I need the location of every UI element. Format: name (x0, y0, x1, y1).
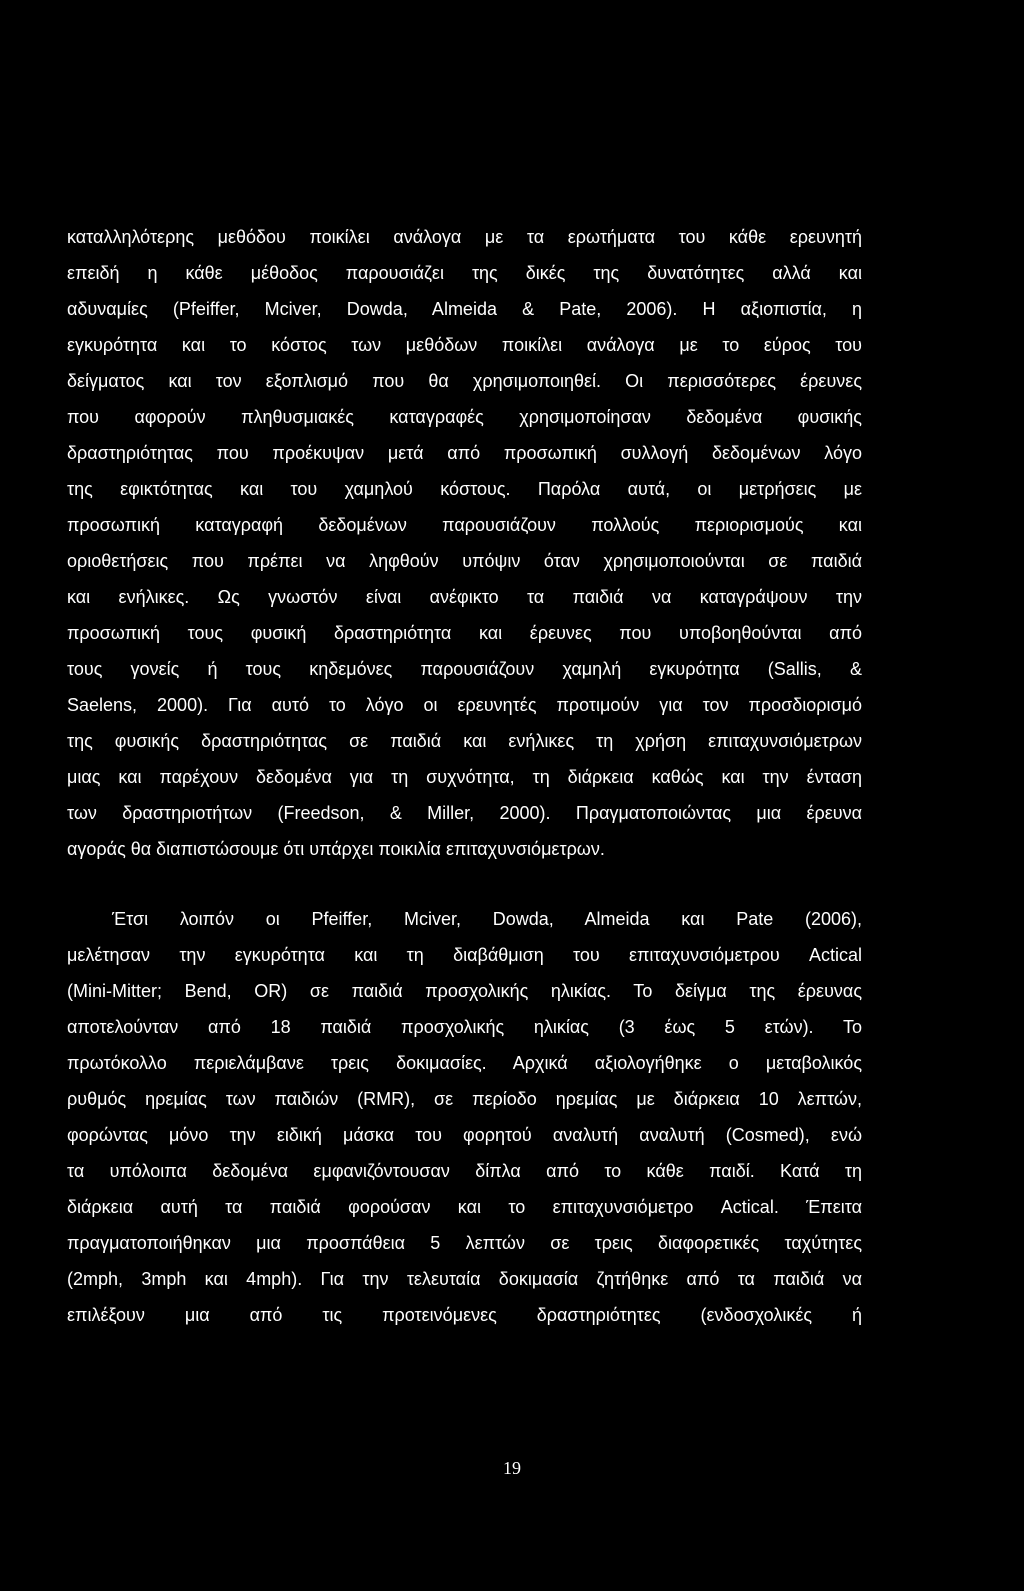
text-line: επιλέξουν μια από τις προτεινόμενες δραστηριότητες (ενδοσχολικές ή (67, 1305, 862, 1325)
text-line: της φυσικής δραστηριότητας σε παιδιά και ενήλικες τη χρήση επιταχυνσιόμετρων (67, 731, 862, 751)
text-line: διάρκεια αυτή τα παιδιά φορούσαν και το επιταχυνσιόμετρο Actical. Έπειτα (67, 1197, 862, 1217)
text-line: δείγματος και τον εξοπλισμό που θα χρησιμοποιηθεί. Οι περισσότερες έρευνες (67, 371, 862, 391)
text-line: φορώντας μόνο την ειδική μάσκα του φορητού αναλυτή αναλυτή (Cosmed), ενώ (67, 1125, 862, 1145)
text-line: πραγματοποιήθηκαν μια προσπάθεια 5 λεπτών σε τρεις διαφορετικές ταχύτητες (67, 1233, 862, 1253)
text-line: τα υπόλοιπα δεδομένα εμφανιζόντουσαν δίπλα από το κάθε παιδί. Κατά τη (67, 1161, 862, 1181)
text-line: Έτσι λοιπόν οι Pfeiffer, Mciver, Dowda, Almeida και Pate (2006), (112, 909, 862, 929)
text-line: προσωπική τους φυσική δραστηριότητα και έρευνες που υποβοηθούνται από (67, 623, 862, 643)
text-line: (Mini-Mitter; Bend, OR) σε παιδιά προσχολικής ηλικίας. Το δείγμα της έρευνας (67, 981, 862, 1001)
page-number: 19 (503, 1458, 521, 1478)
text-line: αδυναμίες (Pfeiffer, Mciver, Dowda, Almeida & Pate, 2006). Η αξιοπιστία, η (67, 299, 862, 319)
text-line: πρωτόκολλο περιελάμβανε τρεις δοκιμασίες. Αρχικά αξιολογήθηκε ο μεταβολικός (67, 1053, 862, 1073)
text-line: μελέτησαν την εγκυρότητα και τη διαβάθμιση του επιταχυνσιόμετρου Actical (67, 945, 862, 965)
text-line: των δραστηριοτήτων (Freedson, & Miller, 2000). Πραγματοποιώντας μια έρευνα (67, 803, 862, 823)
text-line: εγκυρότητα και το κόστος των μεθόδων ποικίλει ανάλογα με το εύρος του (67, 335, 862, 355)
text-line: οριοθετήσεις που πρέπει να ληφθούν υπόψιν όταν χρησιμοποιούνται σε παιδιά (67, 551, 862, 571)
text-line: και ενήλικες. Ως γνωστόν είναι ανέφικτο τα παιδιά να καταγράψουν την (67, 587, 862, 607)
paragraph-2 (67, 901, 862, 1333)
text-line: (2mph, 3mph και 4mph). Για την τελευταία δοκιμασία ζητήθηκε από τα παιδιά να (67, 1269, 862, 1289)
text-line: αγοράς θα διαπιστώσουμε ότι υπάρχει ποικιλία επιταχυνσιόμετρων. (67, 839, 605, 859)
text-line: ρυθμός ηρεμίας των παιδιών (RMR), σε περίοδο ηρεμίας με διάρκεια 10 λεπτών, (67, 1089, 862, 1109)
text-line: Saelens, 2000). Για αυτό το λόγο οι ερευνητές προτιμούν για τον προσδιορισμό (67, 695, 862, 715)
text-line: της εφικτότητας και του χαμηλού κόστους. Παρόλα αυτά, οι μετρήσεις με (67, 479, 862, 499)
text-line: προσωπική καταγραφή δεδομένων παρουσιάζουν πολλούς περιορισμούς και (67, 515, 862, 535)
text-line: που αφορούν πληθυσμιακές καταγραφές χρησιμοποίησαν δεδομένα φυσικής (67, 407, 862, 427)
text-line: αποτελούνταν από 18 παιδιά προσχολικής ηλικίας (3 έως 5 ετών). Το (67, 1017, 862, 1037)
text-line: επειδή η κάθε μέθοδος παρουσιάζει της δικές της δυνατότητες αλλά και (67, 263, 862, 283)
paragraph-1 (67, 219, 862, 867)
text-line: μιας και παρέχουν δεδομένα για τη συχνότητα, τη διάρκεια καθώς και την ένταση (67, 767, 862, 787)
text-line: τους γονείς ή τους κηδεμόνες παρουσιάζουν χαμηλή εγκυρότητα (Sallis, & (67, 659, 862, 679)
text-line: δραστηριότητας που προέκυψαν μετά από προσωπική συλλογή δεδομένων λόγο (67, 443, 862, 463)
text-line: καταλληλότερης μεθόδου ποικίλει ανάλογα με τα ερωτήματα του κάθε ερευνητή (67, 227, 862, 247)
